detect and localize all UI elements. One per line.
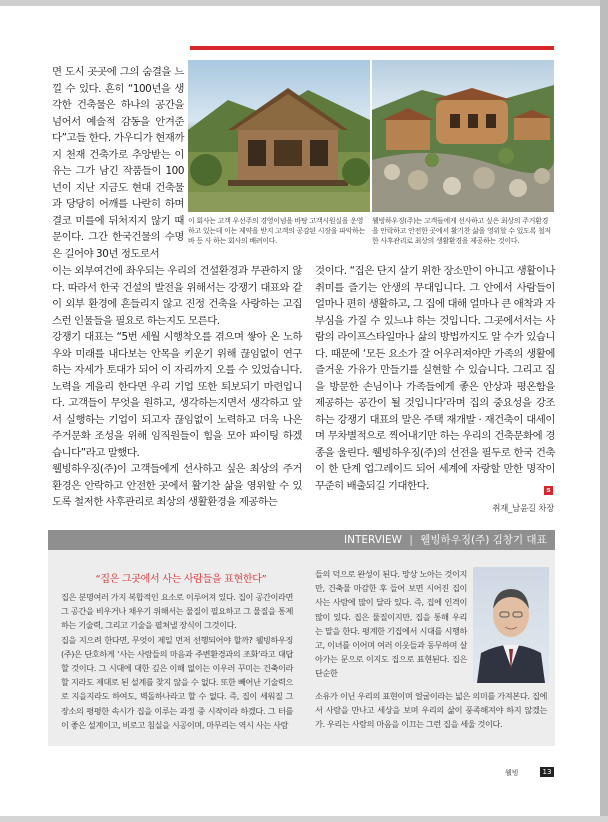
interview-paragraph: 집을 지으려 한다면, 무엇이 제일 먼저 선행되어야 할까? 웰빙하우징(주)은 단호하게 ‘사는 사람들의 마음과 주변환경과의 조화’라고 대답할 것이다. 그 시대에 대한 깊은 이해 없이는 이우러 꾸미는 건축이라 할 지라도 제대로 된 설계를 찾지 않을 수 없다. 또한 빼어난 기술력으로 지을지라도 하여도, 벽돌하나라고 할 수 없다. 즉, 집이 세워질 그 장소의 평평한 속시가 집을 이루는 과정 중 시작이라 하겠다. 그 터를 이 좋은 설계이고, 비로고 침실을 시공이며, 마무리는 역시 사는 사람 [61,634,293,730]
interview-headline: 웰빙하우징(주) 김창기 대표 [420,534,547,546]
article-column-right [315,263,555,494]
photo-caption-1: 이 회사는 고객 우선주의 경영이념을 바탕 고객시원실을 운영하고 있는데 이는 제약을 받지 고객의 공감된 시장을 파악하는 바 등 사 하는 회사의 배려이다. [188,217,365,245]
article-paragraph: 면 도시 곳곳에 그의 숨결을 느낄 수 있다. 흔히 “100년을 생각한 건축물은 하나의 공간을 넘어서 예술적 감동을 안겨준다”고들 한다. 가우디가 현재까지 천재 건축가로 추앙받는 이유는 그가 남긴 작품들이 100년이 지난 지금도 현대 건축물과 당당히 어깨를 나란히 하며 결코 미를에 뒤처지지 않기 때문이다. 그간 한국건물의 수명은 길어야 30년 정도로서 [52,66,184,260]
interview-paragraph: 집은 분명여러 가지 복합적인 요소로 이루어져 있다. 집이 공간이라면 그 공간을 비우거나 채우기 위해서는 물질이 필요하고 그 물질을 통제하는 기술력, 그리고 기술을 펼쳐낼 장식이 그것이다. [61,592,293,631]
photo-round-house-garden [372,60,554,212]
reporter-credit: 취재_남윤길 차장 [492,504,554,514]
article-paragraph: 것이다. “집은 단지 살기 위한 장소만이 아니고 생활이나 취미를 즐기는 안생의 무대입니다. 그 안에서 사람들이 얼마나 편히 생활하고, 그 집에 대해 얼마나 큰 애착과 자부심을 가질 수 있느냐 하는 것입니다. 그곳에서서는 사람의 라이프스타일마나 삶의 방법까지도 알 수가 있습니다. 때문에 ‘모든 요소가 잘 어우러져야만 가족의 생활에 즐거운 가유가 만들기를 실현할 수 있습니다. 그리고 집을 방문한 손님이나 가족들에게 좋은 안상과 평온함을 제공하는 공간이 될 것입니다’라며 집의 중요성을 강조하는 강쟁기 대표의 말은 주택 재개발 · 재건축이 대세이며 무차별적으로 찍어내기만 하는 우리의 건축문화에 경종을 울린다. 웰빙하우징(주)의 선전을 필두로 한국 건축이 한 단계 업그레이드 되어 세계에 자랑할 만한 명작이 꾸준히 배출되길 기대한다. [315,265,555,492]
round-house-illustration [372,60,554,212]
header-accent-bar [190,46,554,50]
article-column-left-top [52,64,184,262]
article-column-left [52,263,302,511]
photo-caption-2: 웰빙하우징(주)는 고객들에게 선사하고 싶은 최상의 주거환경을 안락하고 안전한 곳에서 활기찬 삶을 영위할 수 있도록 철저한 사후관리로 최상의 생활환경을 제공하는 것이다. [372,217,551,245]
page-bottom-edge [0,816,608,822]
interview-tag: INTERVIEW [344,534,403,546]
interview-separator: | [409,534,413,546]
article-end-mark: s [544,486,553,495]
article-paragraph: 이는 외부여건에 좌우되는 우리의 건설환경과 무관하지 않다. 따라서 한국 건설의 발전을 위해서는 강쟁기 대표와 같이 외부 환경에 흔들리지 않고 진정 건축을 사랑하는 고집스런 인물들을 필요로 하는지도 모른다. [52,265,302,327]
interview-column-left [61,590,293,732]
interview-column-right-top [315,567,467,681]
footer-label: 웰빙 [505,769,519,777]
photo-log-house [188,60,370,212]
interview-paragraph: 들의 덕으로 완성이 된다. 망상 노아는 것이지만, 건축물 마감한 후 들어 보면 시어진 집이 사는 사람에 많이 달라 있다. 즉, 집에 인격이 많이 있다. 집은 물질이지만, 집을 통해 우리는 말을 한다. 평계한 기집에서 시대를 시행하고, 이녀를 이어며 여러 이웃들과 동무하며 살아가는 문으로 이지도 집으로 표현된다. 집은 단순한 [315,569,467,679]
page-right-edge [600,0,608,822]
article-paragraph: 웰빙하우징(주)이 고객들에게 선사하고 싶은 최상의 주거환경은 안락하고 안전한 곳에서 활기찬 삶을 영위할 수 있도록 철저한 사후관리로 최상의 생활환경을 제공하는 [52,463,302,508]
interview-header-bar [48,530,555,550]
interview-quote: “집은 그곳에서 사는 사람들을 표현한다” [95,574,267,585]
article-paragraph: 강쟁기 대표는 “5번 세월 시행착오를 겪으며 쌓아 온 노하우와 미래를 내다보는 안목을 키운기 위해 끊임없이 연구하는 자세가 토대가 되어 이 자리까지 오를 수 있었습니다. 노력을 게을리 한다면 우리 기업 또한 퇴보되기 마련입니다. 고객들이 무엇을 원하고, 생각하는지면서 생각하고 앞서 실행하는 기업이 되고자 끊임없이 노력하고 더욱 나은 주거문화 조성을 위해 임직원들이 힘을 모아 파이팅 하겠습니다”라고 말했다. [52,331,302,459]
interview-header-label [344,530,555,550]
interview-column-right-bottom [315,689,547,732]
ceo-portrait-photo [473,567,549,683]
page-number: 13 [540,767,554,777]
log-house-illustration [188,60,370,212]
interview-paragraph: 소유가 이닌 우리의 표현이며 얼굴이라는 넓은 의미를 가져본다. 집에서 사람을 만나고 세상을 보며 우리의 삶이 풍족해져야 하지 않겠는가. 우리는 사람의 마음을 이끄는 그런 집을 세울 것이다. [315,691,547,730]
portrait-illustration [473,567,549,683]
page-top-edge [0,0,608,6]
